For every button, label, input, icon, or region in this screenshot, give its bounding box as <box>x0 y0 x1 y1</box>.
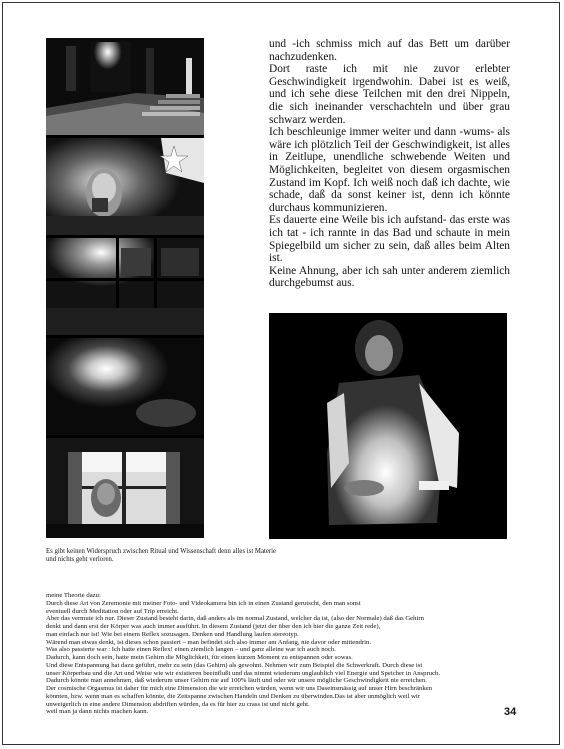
portrait-photo <box>269 313 507 539</box>
notes-line: Und diese Entspannung hat dazu geführt, mehr zu sein (das Gehirn) als gewohnt. Nehmen wir zum Beispiel die Schwerkraft. Durch diese ist <box>46 661 423 669</box>
notes-line: Aber das vermute ich nur. Dieser Zustand besteht darin, daß anders als im normal Zustand, welcher da ist, (also der Normale) daß das Gehirn <box>46 615 424 623</box>
photo-frame-lamp-glow <box>46 338 204 435</box>
photo-frame-interior <box>46 38 204 135</box>
notes-line: unser Körperbau und die Art und Weise wie wir existieren beeinflußt und das nimmt wiederum unglaublich viel Energie und Speicher in Anspruch. <box>46 669 441 677</box>
notes-line: Was also passierte war : Ich hatte einen Reflex! einen ziemlich langen – und ganz alleine war ich auch noch. <box>46 646 336 654</box>
theory-notes <box>46 592 516 716</box>
photo-frame-selfie-mirror <box>46 138 204 235</box>
body-paragraph: und -ich schmiss mich auf das Bett um darüber nachzudenken. <box>269 38 510 63</box>
notes-line: Der cosmische Orgasmus ist daher für mich eine Dimension die wir erreichen würden, wenn wir uns Daseinsmässig auf unser Hirn beschränken <box>46 685 432 692</box>
page-number: 34 <box>504 706 517 718</box>
photo-frame-window-reflection <box>46 438 204 538</box>
notes-line: unweigerlich in eine andere Dimension abdriften würden, da es für hier zu crass ist und nicht geht. <box>46 700 310 708</box>
photo-frame-window-light <box>46 238 204 335</box>
notes-line: Dadurch könnte man annehmen, daß wiederum unser Gehirn nie auf 100% läuft und oder wir unsere mögliche Geschwindigkeit nie erreichen. <box>46 677 427 685</box>
body-paragraph: Keine Ahnung, aber ich sah unter anderem ziemlich durchgebumst aus. <box>269 264 510 290</box>
notes-line: eventuell durch Meditation oder auf Trip erreicht. <box>46 607 179 615</box>
notes-line: Dadurch, kann doch sein, hatte mein Gehirn die Möglichkeit, für einen kurzen Moment zu entspannen oder sowas. <box>46 654 353 661</box>
photo-strip <box>46 38 204 538</box>
notes-line: meine Theorie dazu: <box>46 592 101 599</box>
notes-line: könnten, bzw. wenn man es schaffen könnte, die Zeitspanne zwischen Handeln und Denken zu überwinden.Das ist aber unmöglich weil wir <box>46 692 421 700</box>
body-paragraph: Es dauerte eine Weile bis ich aufstand- das erste was ich tat - ich rannte in das Bad und schaute in mein Spiegelbild um sicher zu sein, daß alles beim Alten ist. <box>269 214 510 265</box>
notes-line: weil man ja dann nichts machen kann. <box>46 708 149 716</box>
body-text <box>269 38 510 290</box>
notes-line: Durch diese Art von Zeremonie mit meiner Foto- und Videokamera bin ich in einen Zustand gerutscht, den man sonst <box>46 599 361 607</box>
notes-line: denkt und dann erst der Körper was auch immer ausführt. In diesem Zustand (jetzt der über den ich hier die ganze Zeit rede), <box>46 623 381 630</box>
body-paragraph: Dort raste ich mit nie zuvor erlebter Geschwindigkeit irgendwohin. Dabei ist es weiß, und ich sehe diese Teilchen mit den drei Nippeln, die sich ineinander verschachteln und über grau schwarz werden. <box>269 63 510 126</box>
photo-caption: Es gibt keinen Widerspruch zwischen Ritual und Wissenschaft denn alles ist Materie und nichts geht verloren. <box>46 548 277 564</box>
notes-line: man einfach nur ist! Wie bei einem Reflex sozusagen. Denken und Handlung laufen stereotyp. <box>46 630 299 638</box>
body-paragraph: Ich beschleunige immer weiter und dann -wums- als wäre ich plötzlich Teil der Geschwindigkeit, ist alles in Zeitlupe, unendliche schwebende Weiten und Möglichkeiten, begleitet von diesem orgasmischen Zustand im Kopf. Ich weiß noch daß ich dachte, wie schade, daß da sonst keiner ist, denn ich könnte durchaus kommunizieren. <box>269 126 510 214</box>
notes-line: Wärend man etwas denkt, ist dieses schon passiert – man befindet sich also immer am Anfang, nie davor oder mittendrin. <box>46 638 371 646</box>
